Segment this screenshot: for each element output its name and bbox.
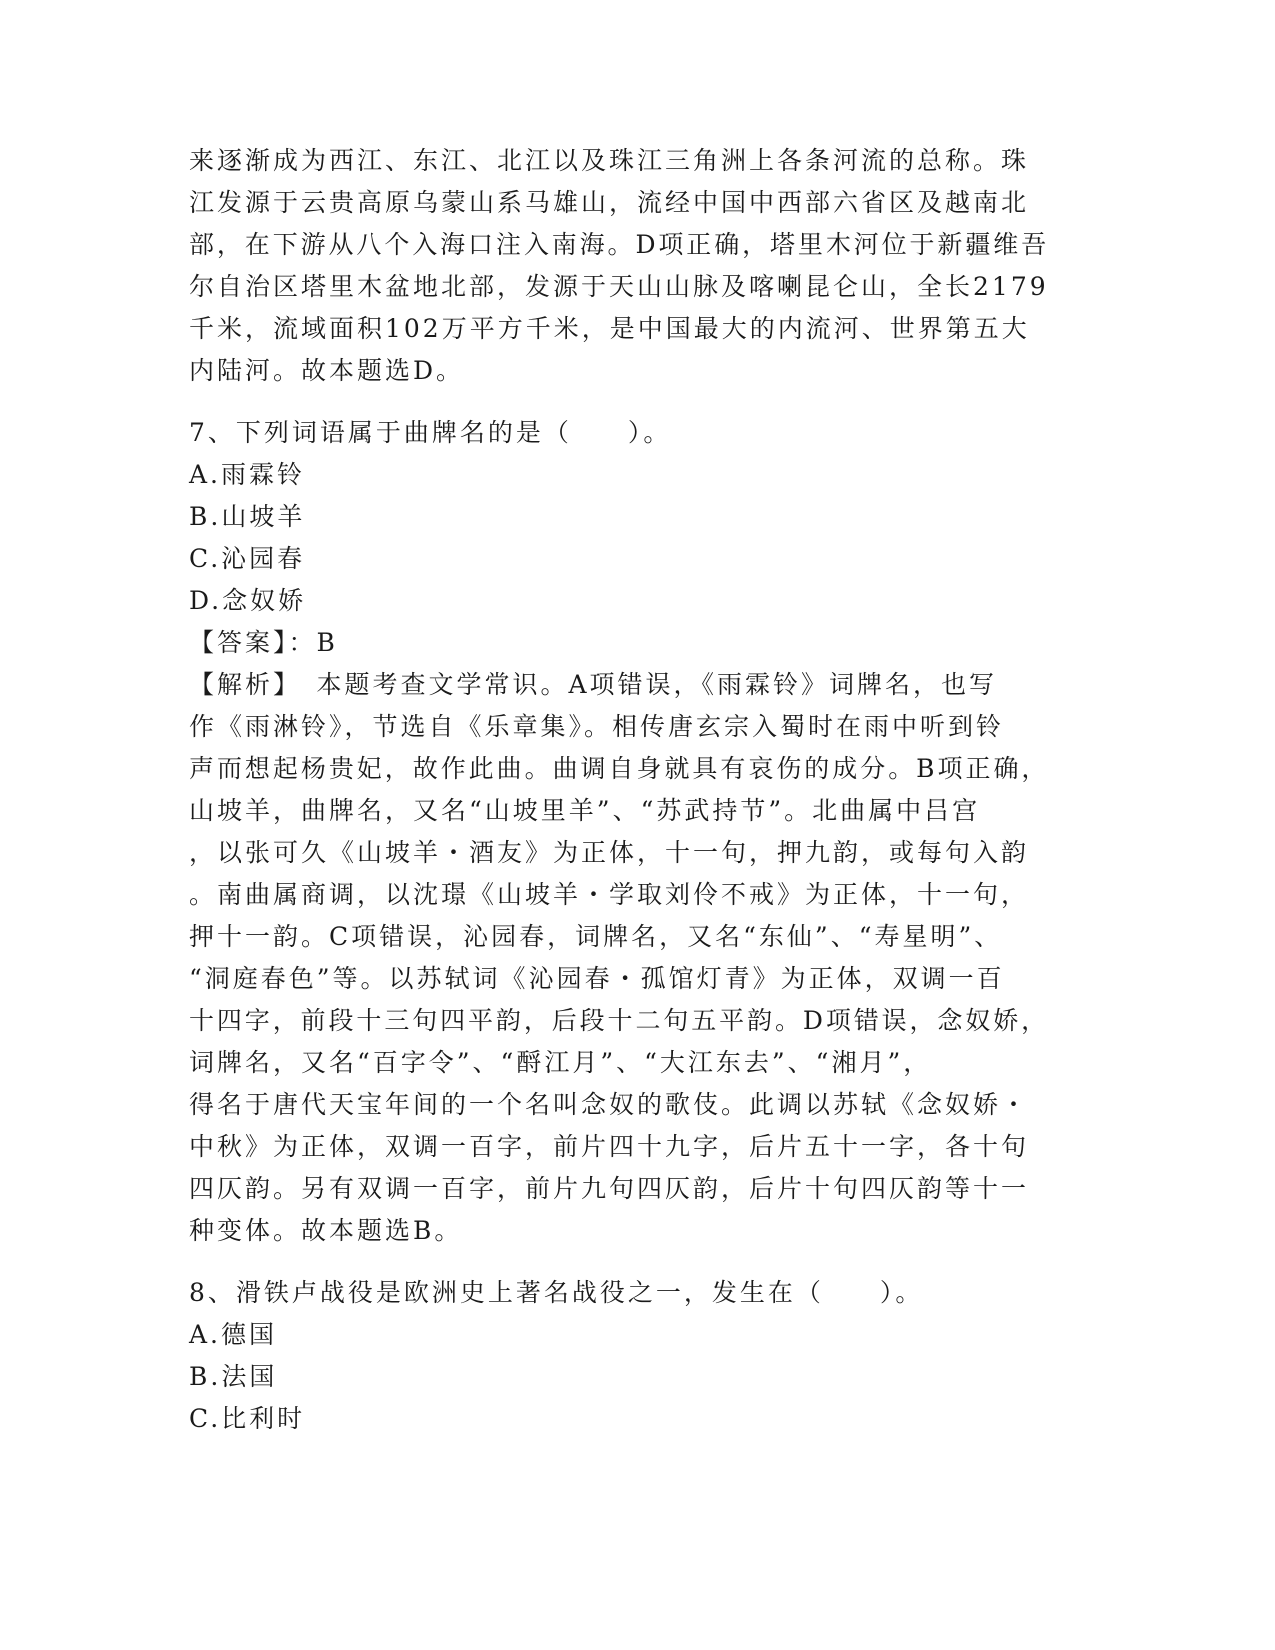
question-7-explanation-line: 声而想起杨贵妃，故作此曲。曲调自身就具有哀伤的成分。B项正确， — [189, 754, 1050, 783]
question-7-explanation-line: 。南曲属商调，以沈璟《山坡羊・学取刘伶不戒》为正体，十一句， — [189, 880, 1030, 909]
prev-explanation-line: 来逐渐成为西江、东江、北江以及珠江三角洲上各条河流的总称。珠 — [189, 146, 1030, 175]
question-8-option-a: A.德国 — [189, 1320, 278, 1349]
question-7-explanation-line: 十四字，前段十三句四平韵，后段十二句五平韵。D项错误，念奴娇， — [189, 1006, 1050, 1035]
question-7-option-d: D.念奴娇 — [189, 586, 307, 615]
question-7-explanation-line: ，以张可久《山坡羊・酒友》为正体，十一句，押九韵，或每句入韵 — [189, 838, 1030, 867]
question-8-option-b: B.法国 — [189, 1362, 278, 1391]
question-8-stem: 8、滑铁卢战役是欧洲史上著名战役之一，发生在（ ）。 — [189, 1278, 924, 1307]
question-7-explanation-line: 词牌名，又名“百字令”、“酹江月”、“大江东去”、“湘月”， — [189, 1048, 932, 1077]
question-7-explanation-line: “洞庭春色”等。以苏轼词《沁园春・孤馆灯青》为正体，双调一百 — [189, 964, 1005, 993]
question-7-explanation-line: 四仄韵。另有双调一百字，前片九句四仄韵，后片十句四仄韵等十一 — [189, 1174, 1030, 1203]
prev-explanation-line: 尔自治区塔里木盆地北部，发源于天山山脉及喀喇昆仑山，全长2179 — [189, 272, 1049, 301]
question-7-explanation-line: 种变体。故本题选B。 — [189, 1216, 463, 1245]
question-7-stem: 7、下列词语属于曲牌名的是（ ）。 — [189, 418, 672, 447]
question-8-option-c: C.比利时 — [189, 1404, 306, 1433]
question-7-option-a: A.雨霖铃 — [189, 460, 306, 489]
question-7-answer: 【答案】：B — [189, 628, 338, 657]
prev-explanation-line: 千米，流域面积102万平方千米，是中国最大的内流河、世界第五大 — [189, 314, 1030, 343]
prev-explanation-line: 内陆河。故本题选D。 — [189, 356, 465, 385]
question-7-explanation-line: 押十一韵。C项错误，沁园春，词牌名，又名“东仙”、“寿星明”、 — [189, 922, 1003, 951]
question-7-explanation-line: 得名于唐代天宝年间的一个名叫念奴的歌伎。此调以苏轼《念奴娇・ — [189, 1090, 1030, 1119]
prev-explanation-line: 江发源于云贵高原乌蒙山系马雄山，流经中国中西部六省区及越南北 — [189, 188, 1030, 217]
question-7-option-b: B.山坡羊 — [189, 502, 306, 531]
question-7-explanation-line: 山坡羊，曲牌名，又名“山坡里羊”、“苏武持节”。北曲属中吕宫 — [189, 796, 981, 825]
question-7-explanation-line: 【解析】 本题考查文学常识。A项错误，《雨霖铃》词牌名，也写 — [189, 670, 998, 699]
question-7-explanation-line: 中秋》为正体，双调一百字，前片四十九字，后片五十一字，各十句 — [189, 1132, 1030, 1161]
prev-explanation-line: 部，在下游从八个入海口注入南海。D项正确，塔里木河位于新疆维吾 — [189, 230, 1050, 259]
question-7-explanation-line: 作《雨淋铃》，节选自《乐章集》。相传唐玄宗入蜀时在雨中听到铃 — [189, 712, 1005, 741]
question-7-option-c: C.沁园春 — [189, 544, 306, 573]
